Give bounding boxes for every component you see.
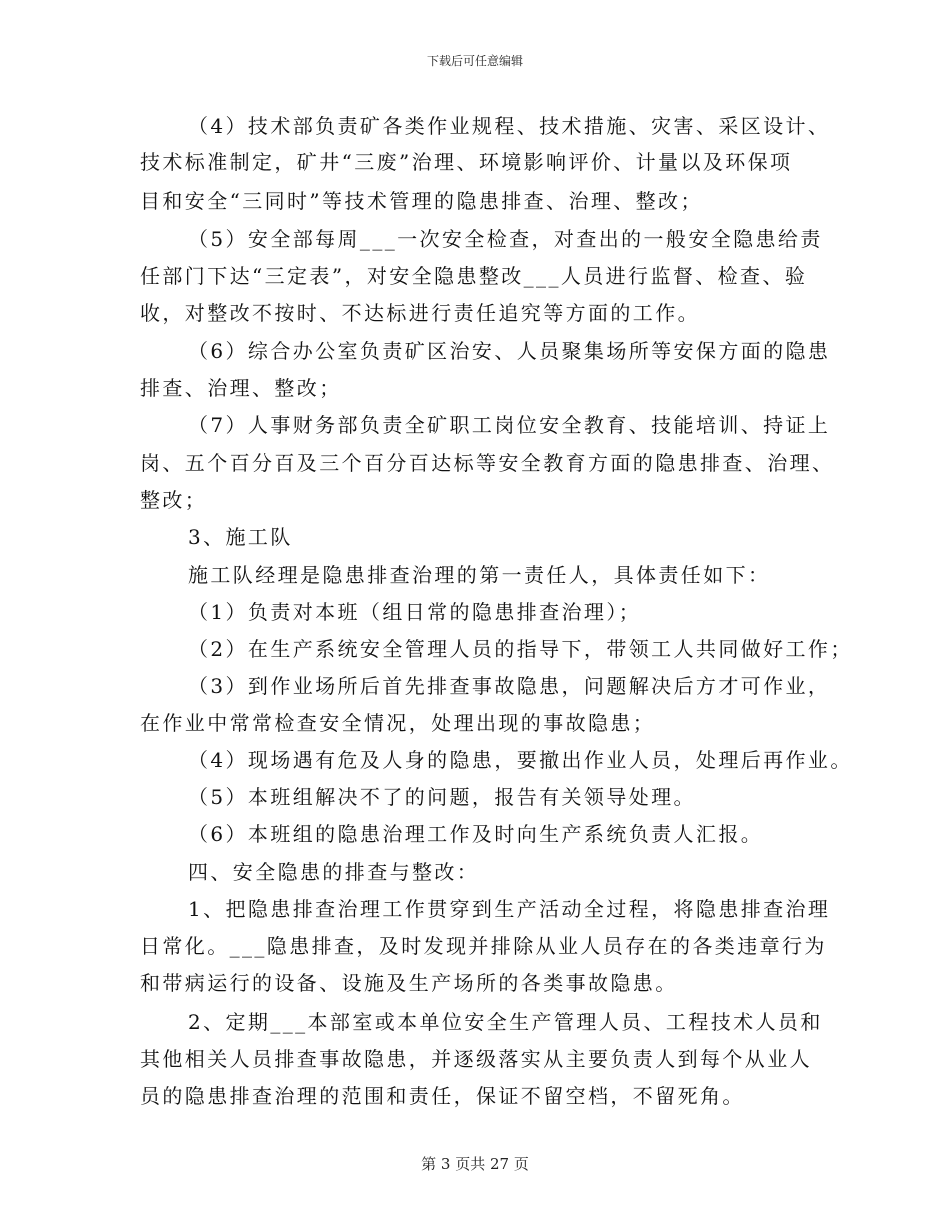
list-item: （3）到作业场所后首先排查事故隐患，问题解决后方才可作业，: [188, 674, 831, 698]
paragraph-line: （5）安全部每周___一次安全检查，对查出的一般安全隐患给责: [188, 227, 823, 251]
paragraph-line: 技术标准制定，矿井“三废”治理、环境影响评价、计量以及环保项: [140, 150, 793, 174]
paragraph-line: 收，对整改不按时、不达标进行责任追究等方面的工作。: [140, 301, 700, 325]
paragraph-line: 施工队经理是隐患排查治理的第一责任人，具体责任如下：: [188, 563, 771, 587]
paragraph-line: 排查、治理、整改；: [140, 376, 342, 400]
paragraph-line: 目和安全“三同时”等技术管理的隐患排查、治理、整改；: [140, 189, 703, 213]
paragraph-line: 整改；: [140, 488, 208, 512]
list-item: （2）在生产系统安全管理人员的指导下，带领工人共同做好工作；: [188, 637, 853, 661]
paragraph-line: 和带病运行的设备、设施及生产场所的各类事故隐患。: [140, 971, 678, 995]
section-heading: 3、施工队: [188, 525, 293, 549]
paragraph-line: 岗、五个百分百及三个百分百达标等安全教育方面的隐患排查、治理、: [140, 451, 835, 475]
paragraph-line: 员的隐患排查治理的范围和责任，保证不留空档，不留死角。: [140, 1084, 745, 1108]
paragraph-line: （6）综合办公室负责矿区治安、人员聚集场所等安保方面的隐患: [188, 339, 831, 363]
list-item: （1）负责对本班（组日常的隐患排查治理）；: [188, 600, 642, 624]
list-item: （4）现场遇有危及人身的隐患，要撤出作业人员，处理后再作业。: [188, 748, 853, 772]
list-item: （5）本班组解决不了的问题，报告有关领导处理。: [188, 785, 696, 809]
section-heading: 四、安全隐患的排查与整改：: [188, 860, 480, 884]
paragraph-line: （4）技术部负责矿各类作业规程、技术措施、灾害、采区设计、: [188, 114, 831, 138]
page-footer: 第 3 页共 27 页: [421, 1155, 529, 1173]
page-header: 下载后可任意编辑: [426, 54, 523, 68]
paragraph-line: 在作业中常常检查安全情况，处理出现的事故隐患；: [140, 711, 656, 735]
list-item: （6）本班组的隐患治理工作及时向生产系统负责人汇报。: [188, 822, 764, 846]
paragraph-line: 1、把隐患排查治理工作贯穿到生产活动全过程，将隐患排查治理: [188, 897, 831, 921]
paragraph-line: 2、定期___本部室或本单位安全生产管理人员、工程技术人员和: [188, 1010, 823, 1034]
paragraph-line: （7）人事财务部负责全矿职工岗位安全教育、技能培训、持证上: [188, 413, 831, 437]
paragraph-line: 其他相关人员排查事故隐患，并逐级落实从主要负责人到每个从业人: [140, 1047, 812, 1071]
paragraph-line: 任部门下达“三定表”，对安全隐患整改___人员进行监督、检查、验: [140, 264, 808, 288]
paragraph-line: 日常化。___隐患排查，及时发现并排除从业人员存在的各类违章行为: [140, 934, 827, 958]
